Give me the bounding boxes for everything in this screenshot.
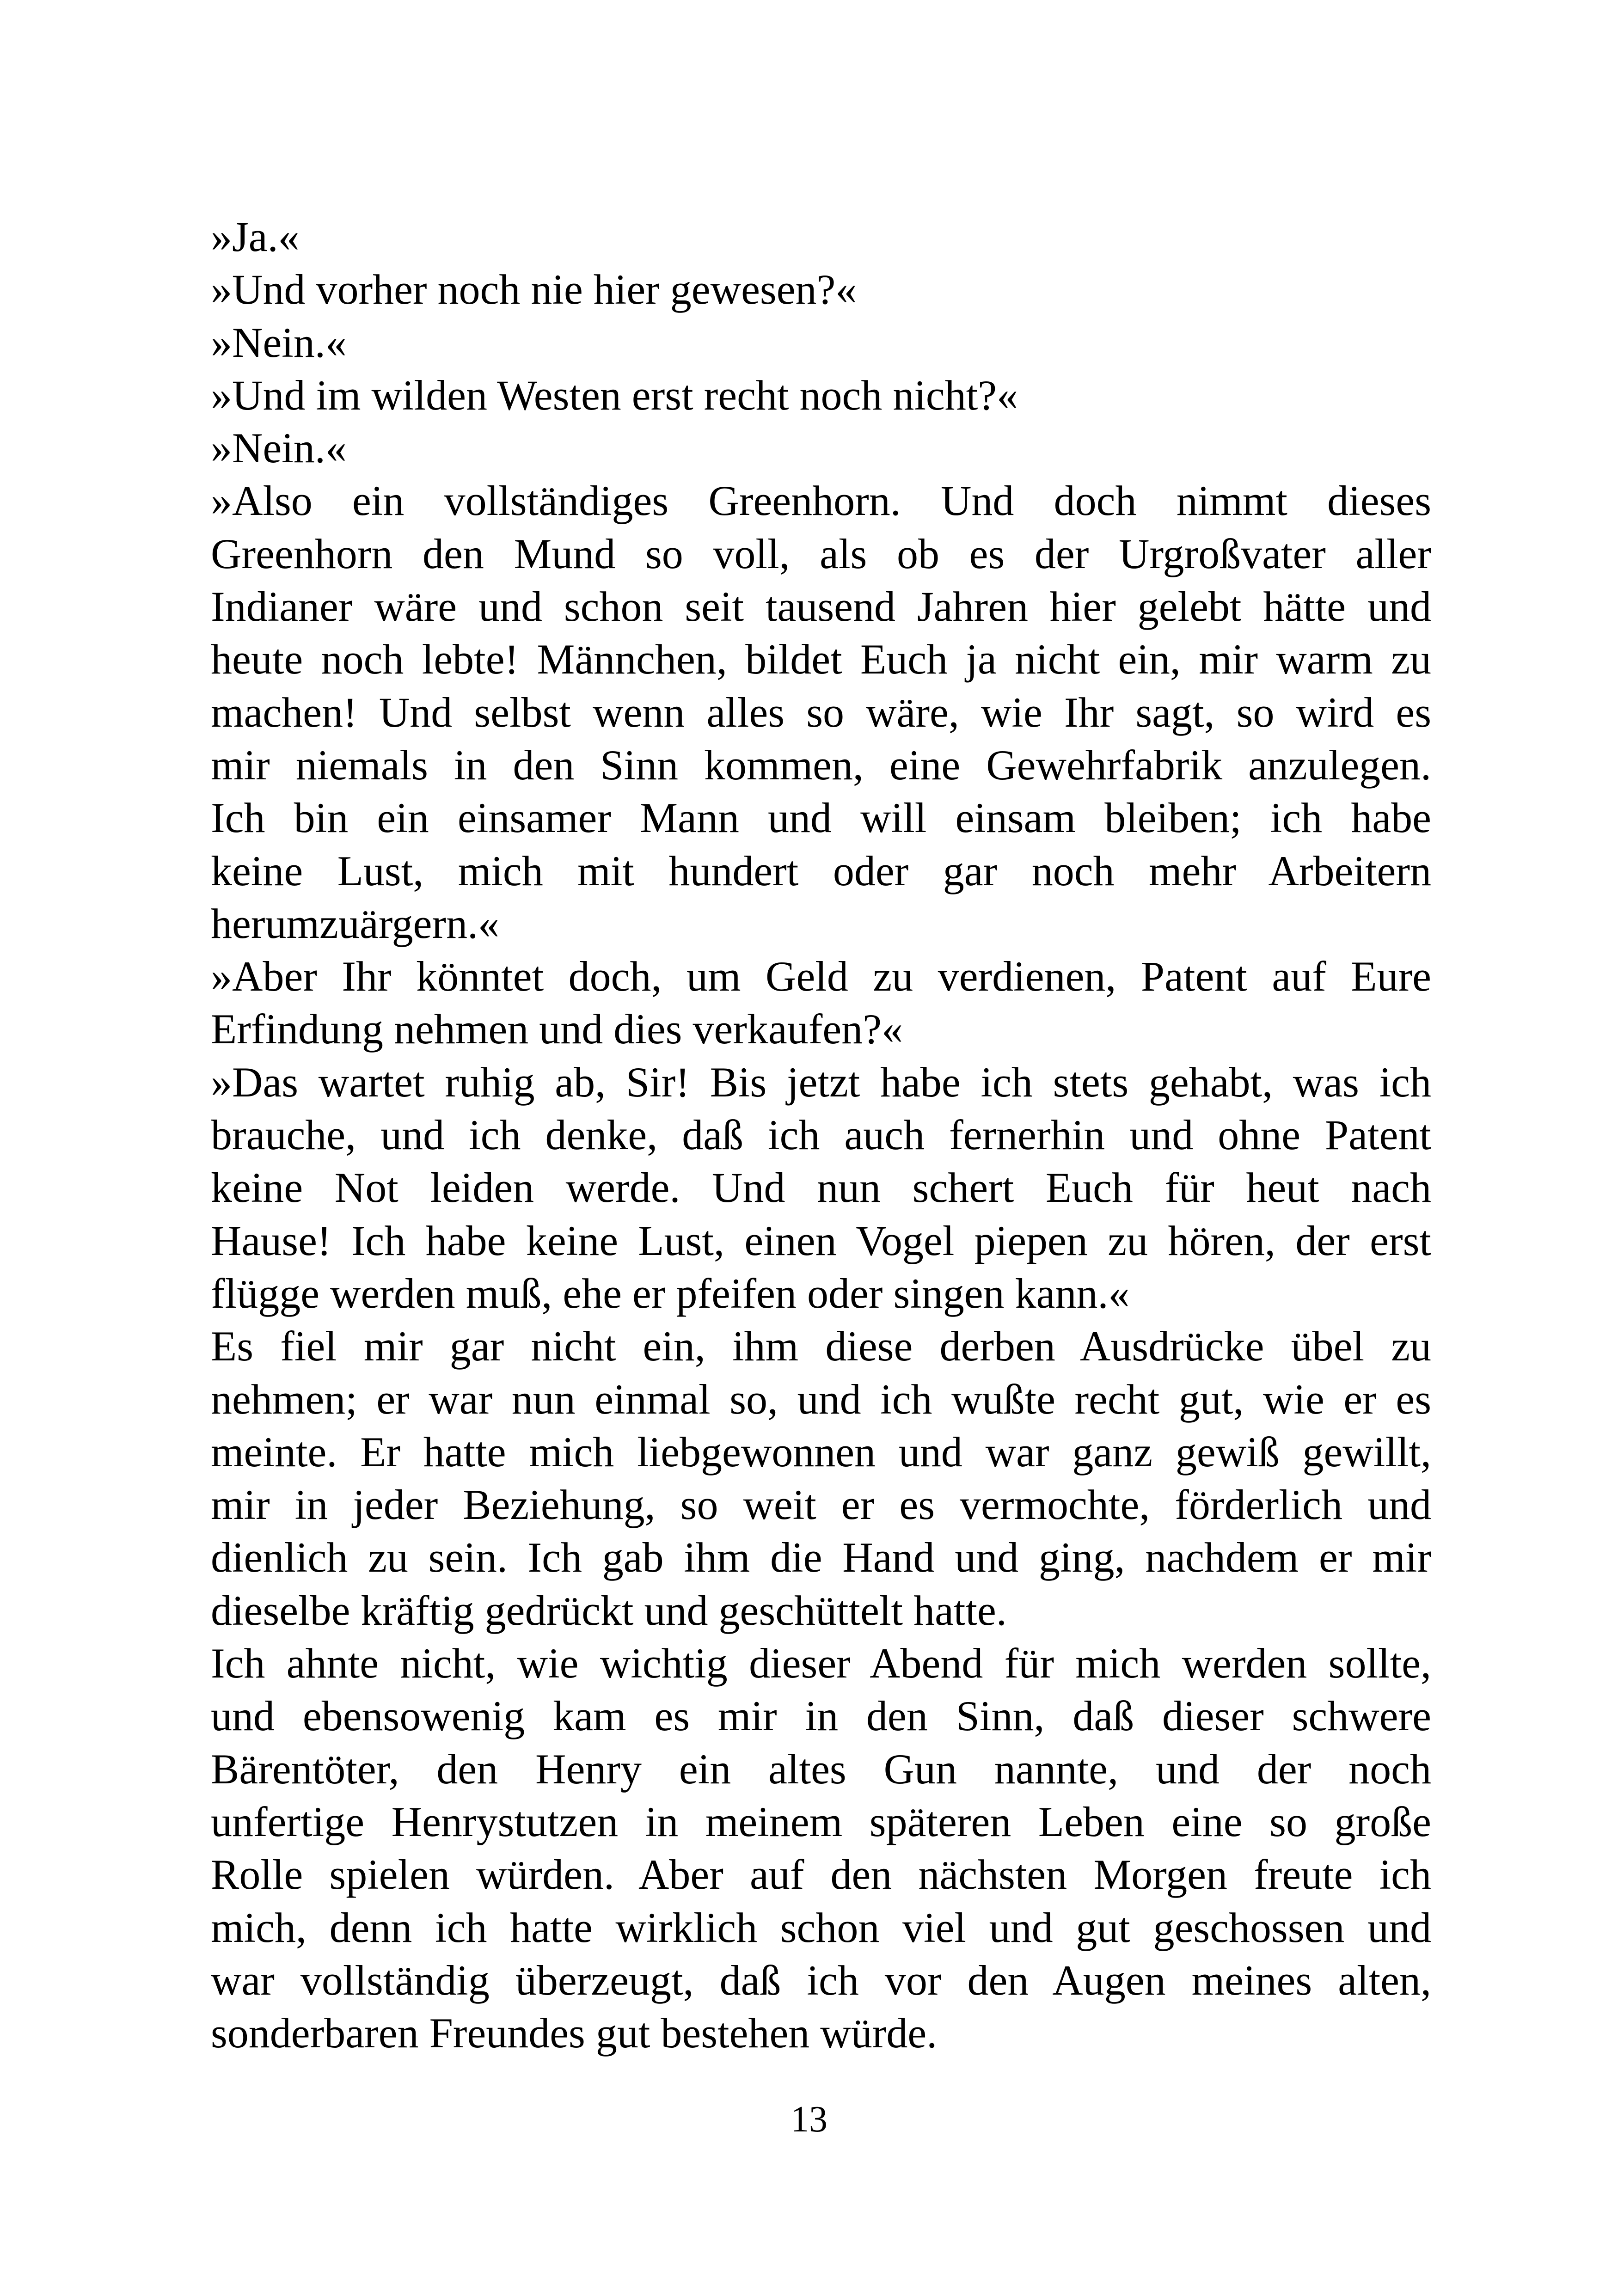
text-line: meinte. Er hatte mich liebgewonnen und war ganz gewiß gewillt, (211, 1428, 1431, 1476)
text-line: Bärentöter, den Henry ein altes Gun nannte, und der noch (211, 1745, 1431, 1793)
text-line: machen! Und selbst wenn alles so wäre, wie Ihr sagt, so wird es (211, 688, 1431, 736)
text-line: und ebensowenig kam es mir in den Sinn, daß dieser schwere (211, 1692, 1431, 1740)
text-line: Greenhorn den Mund so voll, als ob es der Urgroßvater aller (211, 530, 1431, 577)
text-line: »Das wartet ruhig ab, Sir! Bis jetzt habe ich stets gehabt, was ich (211, 1058, 1431, 1106)
text-line: »Ja.« (211, 213, 300, 260)
text-line: brauche, und ich denke, daß ich auch fernerhin und ohne Patent (211, 1111, 1431, 1159)
text-line: Ich ahnte nicht, wie wichtig dieser Abend für mich werden sollte, (211, 1640, 1431, 1687)
text-line: keine Not leiden werde. Und nun schert Euch für heut nach (211, 1164, 1431, 1212)
text-line: »Und vorher noch nie hier gewesen?« (211, 266, 857, 313)
text-line: flügge werden muß, ehe er pfeifen oder singen kann.« (211, 1269, 1130, 1317)
text-line: sonderbaren Freundes gut bestehen würde. (211, 2009, 938, 2057)
text-line: »Nein.« (211, 424, 347, 472)
text-line: mir niemals in den Sinn kommen, eine Gewehrfabrik anzulegen. (211, 741, 1431, 789)
text-line: mir in jeder Beziehung, so weit er es vermochte, förderlich und (211, 1481, 1431, 1529)
text-line: Ich bin ein einsamer Mann und will einsam bleiben; ich habe (211, 794, 1431, 842)
page-number: 13 (791, 2099, 827, 2140)
text-line: unfertige Henrystutzen in meinem späteren Leben eine so große (211, 1798, 1431, 1845)
text-line: Es fiel mir gar nicht ein, ihm diese derben Ausdrücke übel zu (211, 1322, 1431, 1370)
text-line: »Und im wilden Westen erst recht noch nicht?« (211, 371, 1018, 419)
text-line: dienlich zu sein. Ich gab ihm die Hand und ging, nachdem er mir (211, 1534, 1431, 1581)
text-line: »Nein.« (211, 318, 347, 366)
text-line: Erfindung nehmen und dies verkaufen?« (211, 1005, 903, 1053)
text-line: »Aber Ihr könntet doch, um Geld zu verdienen, Patent auf Eure (211, 953, 1431, 1000)
text-line: heute noch lebte! Männchen, bildet Euch ja nicht ein, mir warm zu (211, 636, 1431, 683)
text-line: mich, denn ich hatte wirklich schon viel und gut geschossen und (211, 1904, 1431, 1951)
text-line: »Also ein vollständiges Greenhorn. Und doch nimmt dieses (211, 477, 1431, 525)
text-line: Hause! Ich habe keine Lust, einen Vogel piepen zu hören, der erst (211, 1217, 1431, 1264)
text-line: Rolle spielen würden. Aber auf den nächsten Morgen freute ich (211, 1851, 1431, 1898)
text-line: nehmen; er war nun einmal so, und ich wußte recht gut, wie er es (211, 1375, 1431, 1423)
text-line: Indianer wäre und schon seit tausend Jahren hier gelebt hätte und (211, 583, 1431, 631)
body-text (211, 210, 1431, 2059)
text-line: dieselbe kräftig gedrückt und geschüttelt hatte. (211, 1586, 1007, 1634)
text-line: war vollständig überzeugt, daß ich vor den Augen meines alten, (211, 1956, 1431, 2004)
text-line: herumzuärgern.« (211, 900, 500, 947)
text-line: keine Lust, mich mit hundert oder gar noch mehr Arbeitern (211, 847, 1431, 894)
